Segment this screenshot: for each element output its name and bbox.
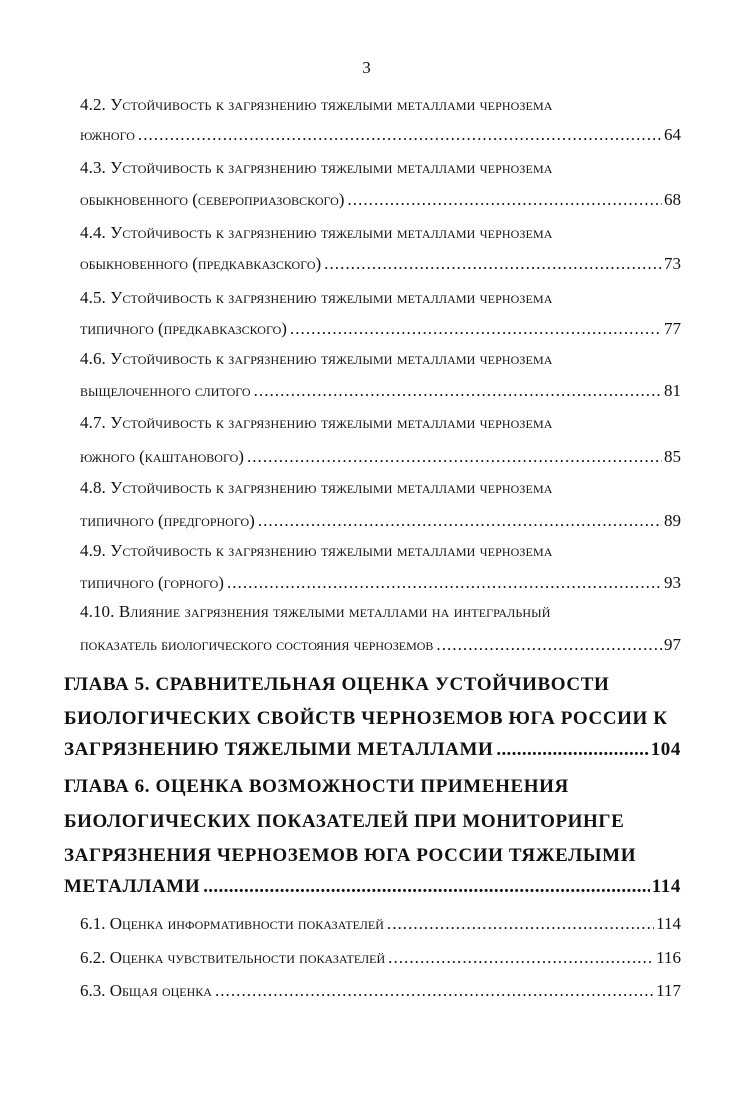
dot-leader bbox=[203, 874, 650, 900]
toc-entry-title-line: выщелоченного слитого bbox=[80, 381, 251, 400]
toc-entry-title-line: южного (каштанового) bbox=[80, 447, 244, 466]
toc-entry-title-line: 4.10. Влияние загрязнения тяжелыми металлами на интегральный bbox=[80, 602, 551, 621]
toc-page-number: 104 bbox=[650, 739, 681, 760]
dot-leader bbox=[290, 318, 662, 340]
toc-entry-leader-line bbox=[80, 510, 681, 532]
toc-chapter-leader-line bbox=[64, 737, 681, 763]
toc-page-number: 97 bbox=[664, 635, 681, 654]
toc-section-title: 6.1. Оценка информативности показателей bbox=[80, 914, 384, 933]
toc-entry-title-line: 4.7. Устойчивость к загрязнению тяжелыми металлами чернозема bbox=[80, 413, 553, 432]
dot-leader bbox=[247, 446, 662, 468]
toc-entry-leader-line bbox=[80, 446, 681, 468]
toc-entry-title-line: 4.3. Устойчивость к загрязнению тяжелыми металлами чернозема bbox=[80, 158, 553, 177]
toc-page-number: 85 bbox=[664, 447, 681, 466]
toc-page-number: 116 bbox=[656, 948, 681, 967]
toc-chapter-title-line: БИОЛОГИЧЕСКИХ ПОКАЗАТЕЛЕЙ ПРИ МОНИТОРИНГЕ bbox=[64, 811, 625, 832]
toc-entry-leader-line bbox=[80, 572, 681, 594]
toc-page-number: 77 bbox=[664, 319, 681, 338]
toc-page-number: 93 bbox=[664, 573, 681, 592]
toc-entry-leader-line bbox=[80, 380, 681, 402]
toc-entry-title-line: типичного (горного) bbox=[80, 573, 224, 592]
dot-leader bbox=[436, 634, 662, 656]
dot-leader bbox=[347, 189, 662, 211]
toc-entry-title-line: южного bbox=[80, 125, 135, 144]
toc-chapter-title-line: ГЛАВА 5. СРАВНИТЕЛЬНАЯ ОЦЕНКА УСТОЙЧИВОСТИ bbox=[64, 674, 610, 695]
toc-page-number: 89 bbox=[664, 511, 681, 530]
toc-page-number: 117 bbox=[656, 981, 681, 1000]
dot-leader bbox=[138, 124, 662, 146]
toc-chapter-title-line: БИОЛОГИЧЕСКИХ СВОЙСТВ ЧЕРНОЗЕМОВ ЮГА РОССИИ К bbox=[64, 708, 668, 729]
toc-entry-leader-line bbox=[80, 253, 681, 275]
toc-entry-title-line: 4.5. Устойчивость к загрязнению тяжелыми металлами чернозема bbox=[80, 288, 553, 307]
toc-section[interactable] bbox=[80, 947, 681, 969]
toc-section[interactable] bbox=[80, 913, 681, 935]
toc-entry-title-line: показатель биологического состояния черноземов bbox=[80, 635, 434, 654]
dot-leader bbox=[324, 253, 662, 275]
toc-section-title: 6.3. Общая оценка bbox=[80, 981, 212, 1000]
toc-page-number: 114 bbox=[651, 876, 681, 897]
toc-entry-title-line: 4.4. Устойчивость к загрязнению тяжелыми металлами чернозема bbox=[80, 223, 553, 242]
dot-leader bbox=[388, 947, 654, 969]
toc-page-number: 114 bbox=[656, 914, 681, 933]
toc-page-number: 81 bbox=[664, 381, 681, 400]
toc-entry-title-line: обыкновенного (предкавказского) bbox=[80, 254, 322, 273]
toc-section[interactable] bbox=[80, 980, 681, 1002]
dot-leader bbox=[215, 980, 654, 1002]
toc-entry-title-line: 4.2. Устойчивость к загрязнению тяжелыми металлами чернозема bbox=[80, 95, 553, 114]
toc-entry-leader-line bbox=[80, 634, 681, 656]
toc-chapter-title-line: ГЛАВА 6. ОЦЕНКА ВОЗМОЖНОСТИ ПРИМЕНЕНИЯ bbox=[64, 776, 569, 797]
dot-leader bbox=[227, 572, 662, 594]
toc-entry-title-line: обыкновенного (североприазовского) bbox=[80, 190, 345, 209]
toc-entry-title-line: 4.9. Устойчивость к загрязнению тяжелыми металлами чернозема bbox=[80, 541, 553, 560]
toc-entry-title-line: типичного (предгорного) bbox=[80, 511, 255, 530]
toc-entry-title-line: типичного (предкавказского) bbox=[80, 319, 287, 338]
toc-entry-leader-line bbox=[80, 318, 681, 340]
toc-chapter-title-line: ЗАГРЯЗНЕНИЮ ТЯЖЕЛЫМИ МЕТАЛЛАМИ bbox=[64, 739, 494, 760]
toc-chapter-title-line: МЕТАЛЛАМИ bbox=[64, 876, 201, 897]
toc-chapter-leader-line bbox=[64, 874, 681, 900]
toc-section-title: 6.2. Оценка чувствительности показателей bbox=[80, 948, 386, 967]
toc-entry-title-line: 4.8. Устойчивость к загрязнению тяжелыми металлами чернозема bbox=[80, 478, 553, 497]
toc-entry-leader-line bbox=[80, 189, 681, 211]
toc-entry-leader-line bbox=[80, 124, 681, 146]
dot-leader bbox=[496, 737, 648, 763]
dot-leader bbox=[387, 913, 654, 935]
dot-leader bbox=[254, 380, 662, 402]
toc-chapter-title-line: ЗАГРЯЗНЕНИЯ ЧЕРНОЗЕМОВ ЮГА РОССИИ ТЯЖЕЛЫМИ bbox=[64, 845, 637, 866]
toc-page-number: 64 bbox=[664, 125, 681, 144]
toc-entry-title-line: 4.6. Устойчивость к загрязнению тяжелыми металлами чернозема bbox=[80, 349, 553, 368]
toc-page-number: 68 bbox=[664, 190, 681, 209]
toc-page-number: 73 bbox=[664, 254, 681, 273]
dot-leader bbox=[258, 510, 662, 532]
page-number: 3 bbox=[362, 58, 371, 77]
